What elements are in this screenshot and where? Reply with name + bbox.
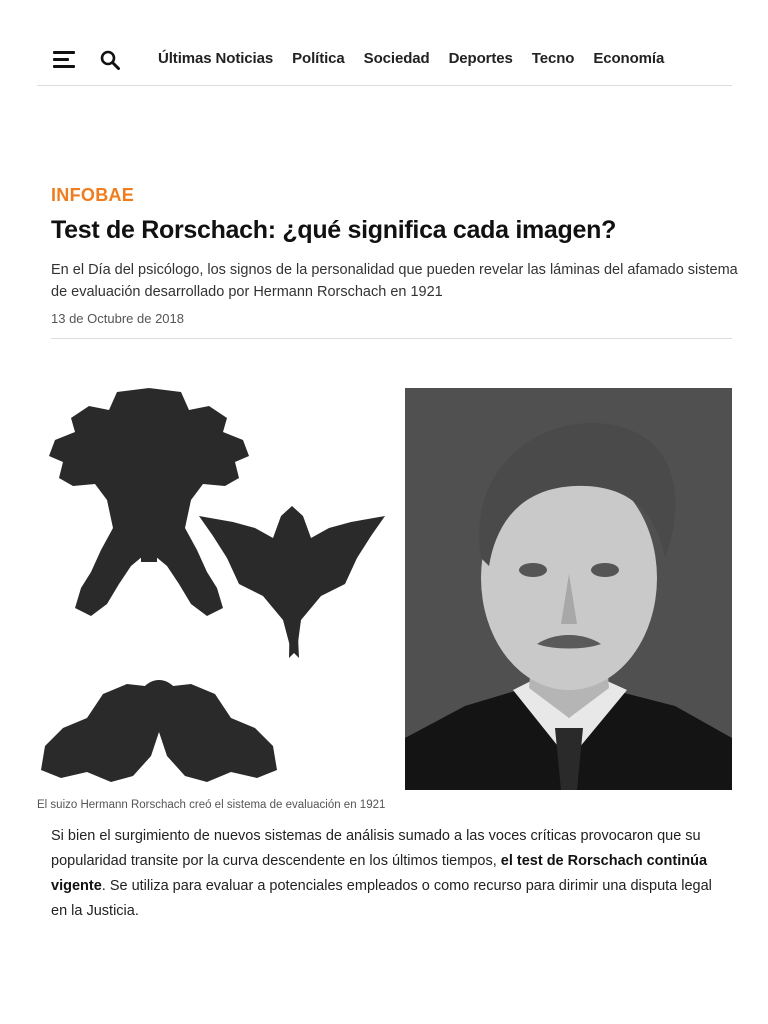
nav-link-politica[interactable]: Política	[292, 50, 345, 67]
nav-link-tecno[interactable]: Tecno	[531, 50, 575, 67]
article-kicker[interactable]: INFOBAE	[51, 185, 135, 205]
article-body-paragraph	[51, 824, 726, 924]
portrait-photo	[405, 388, 732, 790]
header-divider	[51, 338, 732, 339]
top-nav	[37, 0, 732, 86]
search-icon[interactable]	[100, 50, 120, 70]
menu-icon[interactable]	[53, 51, 75, 69]
nav-link-deportes[interactable]: Deportes	[448, 50, 513, 67]
body-text-bold: el test de Rorschach continúa vigente	[51, 853, 708, 894]
body-text-part-2: . Se utiliza para evaluar a potenciales empleados o como recurso para dirimir una disputa legal en la Justicia.	[51, 878, 712, 919]
nav-link-ultimas-noticias[interactable]: Últimas Noticias	[158, 50, 274, 67]
body-text-part-1: Si bien el surgimiento de nuevos sistemas de análisis sumado a las voces críticas provocaron que su popularidad transite por la curva descendente en los últimos tiempos,	[51, 828, 701, 869]
article-figure	[37, 388, 732, 790]
article-title: Test de Rorschach: ¿qué significa cada imagen?	[51, 216, 617, 244]
figure-caption: El suizo Hermann Rorschach creó el sistema de evaluación en 1921	[37, 799, 386, 811]
section-links	[158, 50, 664, 67]
nav-link-sociedad[interactable]: Sociedad	[363, 50, 430, 67]
article-date: 13 de Octubre de 2018	[51, 311, 184, 326]
article-subtitle: En el Día del psicólogo, los signos de la personalidad que pueden revelar las láminas del afamado sistema de evaluación desarrollado por Hermann Rorschach en 1921	[51, 262, 738, 300]
nav-link-economia[interactable]: Economía	[593, 50, 665, 67]
inkblot-images	[37, 388, 397, 790]
